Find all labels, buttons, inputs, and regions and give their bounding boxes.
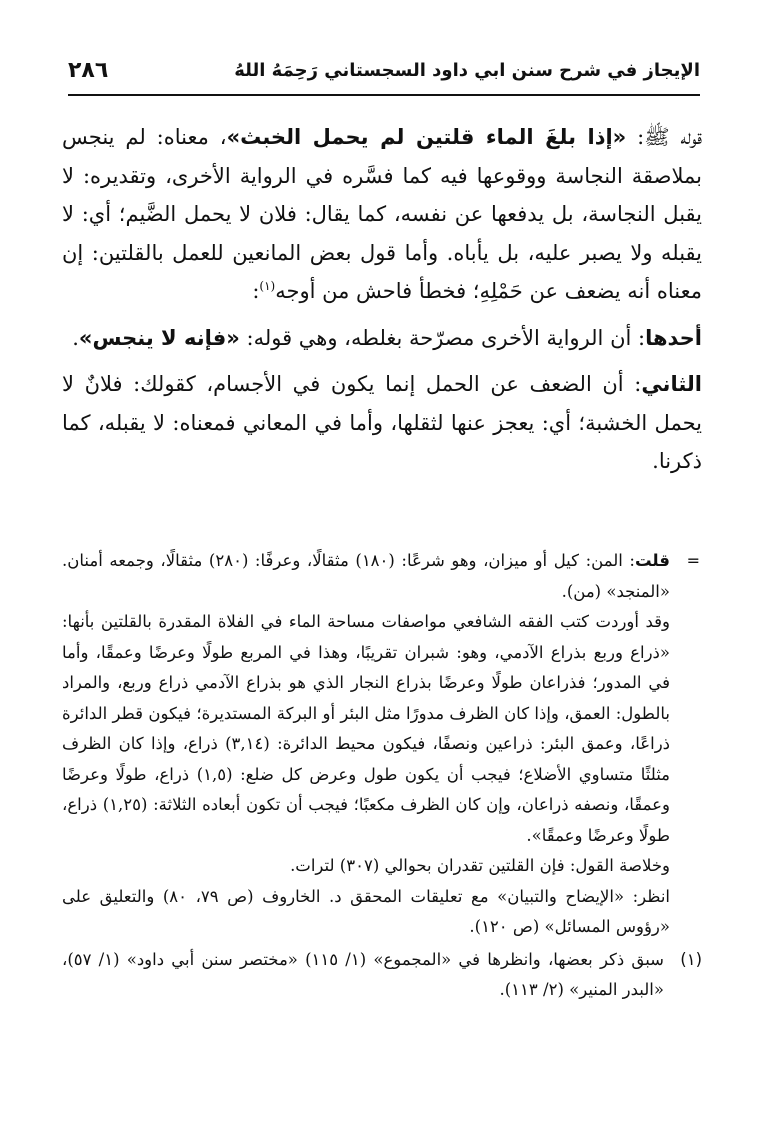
footnote-1-number: (١)	[680, 949, 702, 969]
fn-cont-label: قلت	[634, 551, 670, 570]
continuation-marker: =	[686, 551, 700, 570]
running-title: الإيجاز في شرح سنن ابي داود السجستاني رَحِمَهُ اللهُ	[234, 60, 700, 81]
p3-body: : أن الضعف عن الحمل إنما يكون في الأجسام، كقولك: فلانٌ لا يحمل الخشبة؛ أي: يعجز عنها لثقلها، وأما في المعاني فمعناه: لا يقبله، كما ذكرنا.	[62, 372, 702, 473]
main-text	[62, 118, 702, 489]
fn-cont-p2: وقد أوردت كتب الفقه الشافعي مواصفات مساحة الماء في الفلاة المقدرة بالقلتين بأنها: «ذراع وربع بذراع الآدمي، وهو: شبران تقريبًا، وهذا في المربع طولًا وعرضًا وعمقًا، وأما في المدور؛ فذراعان طولًا وعرضًا بذراع النجار الذي هو بذراع الآدمي ذراع وربع، والمراد بالطول: العمق، وإذا كان الظرف مدورًا مثل البئر أو البركة المستديرة؛ فيكون قطر الدائرة ذراعًا، وعمق البئر: ذراعين ونصفًا، فيكون محيط الدائرة: (٣,١٤) ذراع، وإذا كان الظرف مثلثًا متساوي الأضلاع؛ فيجب أن يكون طول وعرض كل ضلع: (١,٥) ذراع، طولًا وعرضًا وعمقًا، ونصفه ذراعان، وإن كان الظرف مكعبًا؛ فيجب أن تكون أبعاده الثلاثة: (١,٢٥) ذراع، طولًا وعرضًا وعمقًا».	[62, 612, 671, 845]
p1-lead: قوله ﷺ:	[626, 125, 702, 149]
footnote-1	[62, 945, 702, 1006]
fn-cont-p1	[62, 546, 670, 607]
header-divider	[68, 94, 700, 96]
page-number: ٢٨٦	[68, 58, 109, 83]
p1-end: :	[252, 279, 260, 303]
fn-cont-p1-text: : المن: كيل أو ميزان، وهو شرعًا: (١٨٠) مثقالًا، وعرفًا: (٢٨٠) مثقالًا، وجمعه أمنان. «المنجد» (من).	[62, 551, 670, 601]
footnote-ref-1[interactable]: (١)	[259, 279, 276, 293]
footnote-continuation	[62, 546, 702, 943]
p2-quote: «فإنه لا ينجس»	[78, 325, 240, 350]
paragraph-1	[62, 118, 702, 311]
footnotes	[62, 546, 702, 1006]
point-one-label: أحدها	[645, 325, 702, 350]
page-header	[68, 58, 700, 88]
p2-end: .	[72, 325, 79, 350]
paragraph-2	[62, 319, 702, 358]
footnote-1-text: سبق ذكر بعضها، وانظرها في «المجموع» (١/ ١١٥) «مختصر سنن أبي داود» (١/ ٥٧)، «البدر المنير» (٢/ ١١٣).	[62, 949, 664, 999]
paragraph-3	[62, 365, 702, 481]
p2-body: : أن الرواية الأخرى مصرّحة بغلطه، وهي قوله:	[239, 325, 646, 350]
point-two-label: الثاني	[641, 372, 702, 396]
fn-cont-p3: وخلاصة القول: فإن القلتين تقدران بحوالي (٣٠٧) لترات.	[290, 856, 670, 875]
fn-cont-p4: انظر: «الإيضاح والتبيان» مع تعليقات المحقق د. الخاروف (ص ٧٩، ٨٠) والتعليق على «رؤوس المسائل» (ص ١٢٠).	[62, 886, 670, 936]
hadith-quote: «إذا بلغَ الماء قلتين لم يحمل الخبث»	[226, 125, 627, 149]
p1-body: ، معناه: لم ينجس بملاصقة النجاسة ووقوعها فيه كما فسَّره في الرواية الأخرى، وتقديره: لا يقبل النجاسة، بل يدفعها عن نفسه، كما يقال: فلان لا يحمل الضَّيم؛ أي: لا يقبله ولا يصبر عليه، بل يأباه. وأما قول بعض المانعين للعمل بالقلتين: إن معناه أنه يضعف عن حَمْلِهِ؛ فخطأ فاحش من أوجه	[62, 125, 702, 303]
